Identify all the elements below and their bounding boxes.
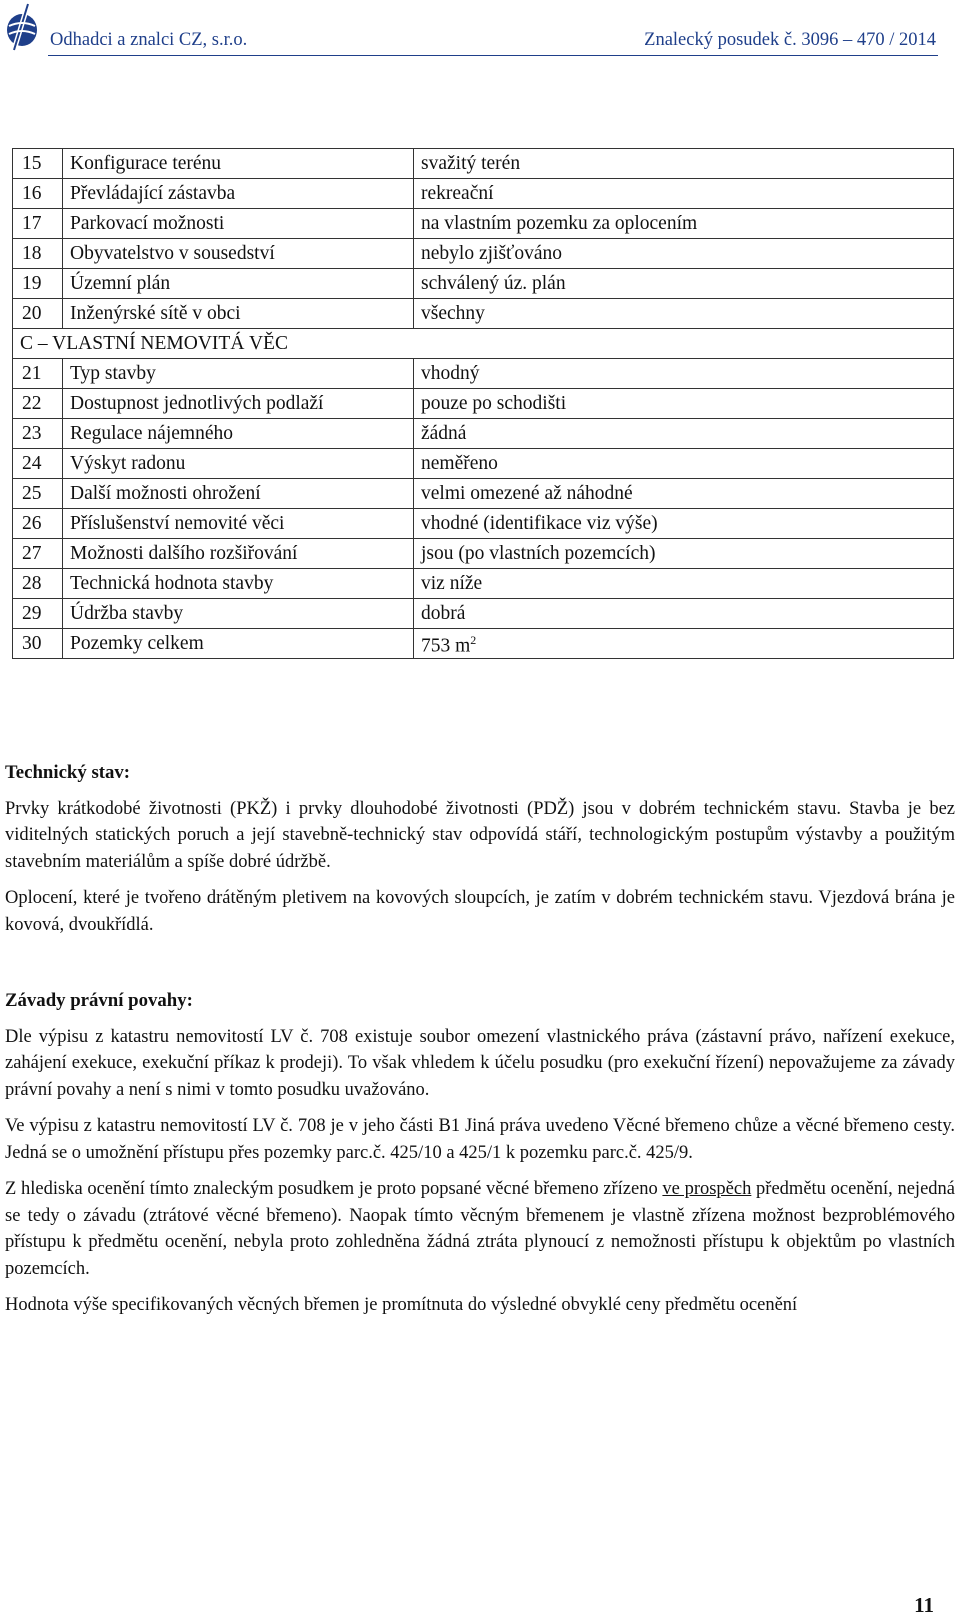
row-number: 28 xyxy=(13,569,63,599)
row-number: 18 xyxy=(13,239,63,269)
row-parameter: Pozemky celkem xyxy=(63,629,414,659)
row-parameter: Další možnosti ohrožení xyxy=(63,479,414,509)
row-number: 22 xyxy=(13,389,63,419)
table-row xyxy=(13,599,954,629)
document-reference: Znalecký posudek č. 3096 – 470 / 2014 xyxy=(644,30,936,50)
row-parameter: Možnosti dalšího rozšiřování xyxy=(63,539,414,569)
area-value: 753 m xyxy=(421,635,471,657)
table-row xyxy=(13,389,954,419)
table-row xyxy=(13,479,954,509)
legal-defects-paragraph-2: Ve výpisu z katastru nemovitostí LV č. 708 je v jeho části B1 Jiná práva uvedeno Věcné břemeno chůze a věcné břemeno cesty. Jedná se o umožnění přístupu přes pozemky parc.č. 425/10 a 425/1 k pozemku parc.č. 425/9. xyxy=(5,1116,955,1163)
row-parameter: Výskyt radonu xyxy=(63,449,414,479)
row-parameter: Obyvatelstvo v sousedství xyxy=(63,239,414,269)
table-row xyxy=(13,239,954,269)
row-value: všechny xyxy=(414,299,954,329)
row-parameter: Konfigurace terénu xyxy=(63,149,414,179)
table-row xyxy=(13,149,954,179)
row-parameter: Územní plán xyxy=(63,269,414,299)
table-row xyxy=(13,539,954,569)
row-value: neměřeno xyxy=(414,449,954,479)
technical-state-heading: Technický stav: xyxy=(5,762,131,783)
row-number: 23 xyxy=(13,419,63,449)
table-row xyxy=(13,209,954,239)
body-text xyxy=(5,760,955,1319)
table-row xyxy=(13,299,954,329)
row-number: 24 xyxy=(13,449,63,479)
paragraph-text: předmětu ocenění, nejedná se tedy o závadu (ztrátové věcné břemeno). Naopak tímto věcným břemenem je vlastně zřízena možnost bezproblémového přístupu k předmětu ocenění, nebyla proto zohledněna žádná ztráta plynoucí z nemožnosti přístupu k objektům po vlastních pozemcích. xyxy=(5,1179,955,1279)
row-value: schválený úz. plán xyxy=(414,269,954,299)
row-number: 25 xyxy=(13,479,63,509)
table-row xyxy=(13,419,954,449)
table-row xyxy=(13,179,954,209)
company-logo-icon xyxy=(4,2,40,52)
legal-defects-heading: Závady právní povahy: xyxy=(5,990,193,1011)
page-header xyxy=(0,0,960,58)
row-number: 16 xyxy=(13,179,63,209)
row-value: nebylo zjišťováno xyxy=(414,239,954,269)
paragraph-text: Z hlediska ocenění tímto znaleckým posudkem je proto popsané věcné břemeno zřízeno xyxy=(5,1179,663,1199)
row-value: jsou (po vlastních pozemcích) xyxy=(414,539,954,569)
row-value: pouze po schodišti xyxy=(414,389,954,419)
technical-state-paragraph-1: Prvky krátkodobé životnosti (PKŽ) i prvky dlouhodobé životnosti (PDŽ) jsou v dobrém technickém stavu. Stavba je bez viditelných statických poruch a její stavebně-technický stav odpovídá stáří, technologickým postupům výstavby a použitým stavebním materiálům a spíše dobré údržbě. xyxy=(5,798,955,872)
table-row xyxy=(13,629,954,659)
row-value: svažitý terén xyxy=(414,149,954,179)
row-parameter: Typ stavby xyxy=(63,359,414,389)
table-row xyxy=(13,569,954,599)
row-parameter: Příslušenství nemovité věci xyxy=(63,509,414,539)
row-parameter: Dostupnost jednotlivých podlaží xyxy=(63,389,414,419)
row-value: dobrá xyxy=(414,599,954,629)
underlined-text: ve prospěch xyxy=(662,1179,752,1199)
row-number: 30 xyxy=(13,629,63,659)
table-row xyxy=(13,359,954,389)
row-number: 17 xyxy=(13,209,63,239)
row-value: vhodný xyxy=(414,359,954,389)
row-parameter: Parkovací možnosti xyxy=(63,209,414,239)
row-value: rekreační xyxy=(414,179,954,209)
header-divider xyxy=(48,55,938,56)
section-title: C – VLASTNÍ NEMOVITÁ VĚC xyxy=(13,329,954,359)
row-value: na vlastním pozemku za oplocením xyxy=(414,209,954,239)
table-row xyxy=(13,269,954,299)
table-row xyxy=(13,449,954,479)
row-number: 29 xyxy=(13,599,63,629)
row-number: 27 xyxy=(13,539,63,569)
row-number: 15 xyxy=(13,149,63,179)
row-number: 19 xyxy=(13,269,63,299)
row-parameter: Údržba stavby xyxy=(63,599,414,629)
row-value: žádná xyxy=(414,419,954,449)
row-parameter: Technická hodnota stavby xyxy=(63,569,414,599)
parameters-table xyxy=(12,148,954,659)
technical-state-paragraph-2: Oplocení, které je tvořeno drátěným pletivem na kovových sloupcích, je zatím v dobrém technickém stavu. Vjezdová brána je kovová, dvoukřídlá. xyxy=(5,888,955,935)
table-row xyxy=(13,509,954,539)
row-parameter: Regulace nájemného xyxy=(63,419,414,449)
row-value: viz níže xyxy=(414,569,954,599)
row-value xyxy=(414,629,954,659)
legal-defects-paragraph-1: Dle výpisu z katastru nemovitostí LV č. 708 existuje soubor omezení vlastnického práva (zástavní právo, nařízení exekuce, zahájení exekuce, exekuční příkaz k prodeji). To však vhledem k účelu posudku (pro exekuční řízení) nepovažujeme za závady právní povahy a není s nimi v tomto posudku uvažováno. xyxy=(5,1026,955,1100)
row-number: 26 xyxy=(13,509,63,539)
row-parameter: Převládající zástavba xyxy=(63,179,414,209)
row-parameter: Inženýrské sítě v obci xyxy=(63,299,414,329)
legal-defects-paragraph-3 xyxy=(5,1176,955,1282)
row-value: velmi omezené až náhodné xyxy=(414,479,954,509)
row-value: vhodné (identifikace viz výše) xyxy=(414,509,954,539)
row-number: 20 xyxy=(13,299,63,329)
section-row xyxy=(13,329,954,359)
legal-defects-paragraph-4: Hodnota výše specifikovaných věcných břemen je promítnuta do výsledné obvyklé ceny předmětu ocenění xyxy=(5,1295,798,1315)
page-number: 11 xyxy=(914,1593,934,1617)
company-name: Odhadci a znalci CZ, s.r.o. xyxy=(50,30,248,50)
area-unit-exponent: 2 xyxy=(470,633,477,648)
row-number: 21 xyxy=(13,359,63,389)
